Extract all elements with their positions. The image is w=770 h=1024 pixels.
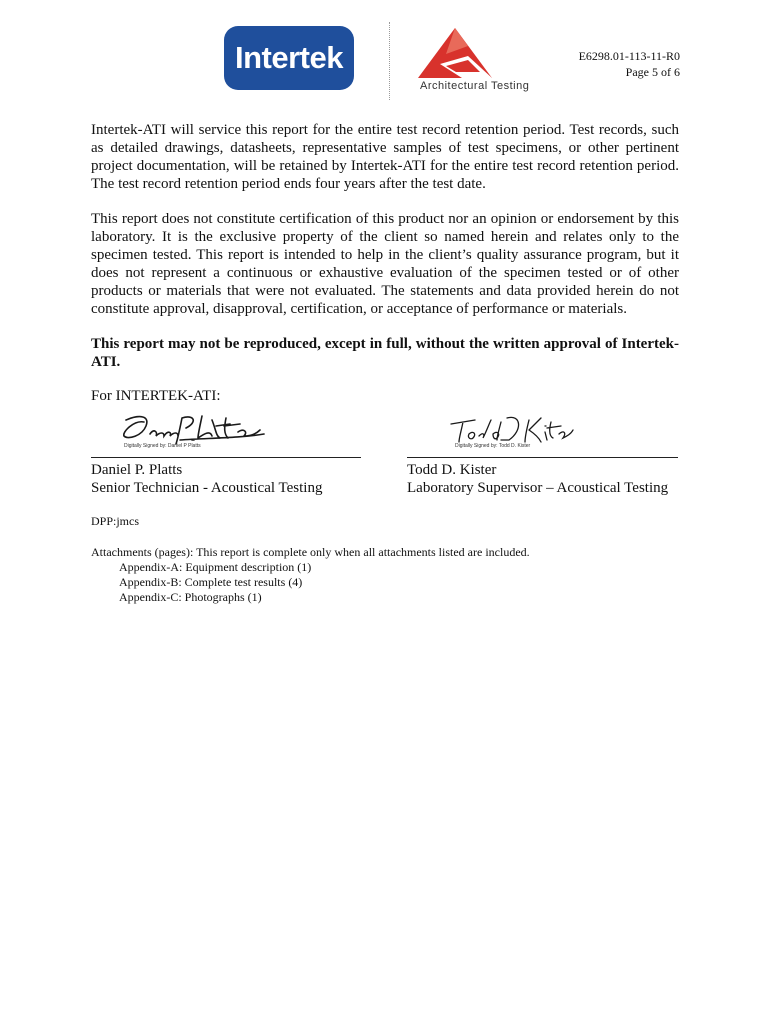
document-reference [579,48,680,80]
intertek-logo [224,26,354,90]
attachments-section [91,545,530,605]
typist-initials: DPP:jmcs [91,514,140,528]
signature-line-right [407,457,678,458]
disclaimer-paragraph: This report does not constitute certification of this product nor an opinion or endorsement by this laboratory. It is the exclusive property of the client so named herein and relates only to the specimen tested. This report is intended to help in the client’s quality assurance program, but it does not represent a continuous or exhaustive evaluation of the specimen tested or of other products or materials that were not evaluated. The statements and data provided herein do not constitute approval, disapproval, certification, or acceptance of performance or materials. [91,211,679,317]
attachment-item: Appendix-A: Equipment description (1) [119,560,312,574]
for-intertek-line: For INTERTEK-ATI: [91,388,221,404]
attachment-item: Appendix-C: Photographs (1) [119,590,262,604]
signer-left [91,461,322,497]
attachments-intro: Attachments (pages): This report is complete only when all attachments listed are included. [91,545,530,559]
intertek-logo-text: Intertek [235,40,343,75]
attachment-item: Appendix-B: Complete test results (4) [119,575,303,589]
signer-name: Daniel P. Platts [91,462,183,478]
signer-title: Laboratory Supervisor – Acoustical Testing [407,480,669,496]
page-indicator: Page 5 of 6 [625,65,680,79]
report-number: E6298.01-113-11-R0 [578,49,680,63]
digital-signature-note-right: Digitally Signed by: Todd D. Kister [455,443,531,449]
logo-divider [389,22,390,100]
reproduction-notice: This report may not be reproduced, except in full, without the written approval of Intertek-ATI. [91,336,679,370]
signer-title: Senior Technician - Acoustical Testing [91,480,323,496]
signer-name: Todd D. Kister [407,462,497,478]
ati-label: Architectural Testing [420,80,530,92]
digital-signature-note-left: Digitally Signed by: Daniel P Platts [124,443,201,449]
signer-right [407,461,668,497]
signature-line-left [91,457,361,458]
retention-paragraph: Intertek-ATI will service this report for the entire test record retention period. Test records, such as detailed drawings, datasheets, representative samples of test specimens, or other pertinent project documentation, will be retained by Intertek-ATI for the entire test record retention period. The test record retention period ends four years after the test date. [91,122,679,192]
ati-triangle-icon [410,24,500,82]
